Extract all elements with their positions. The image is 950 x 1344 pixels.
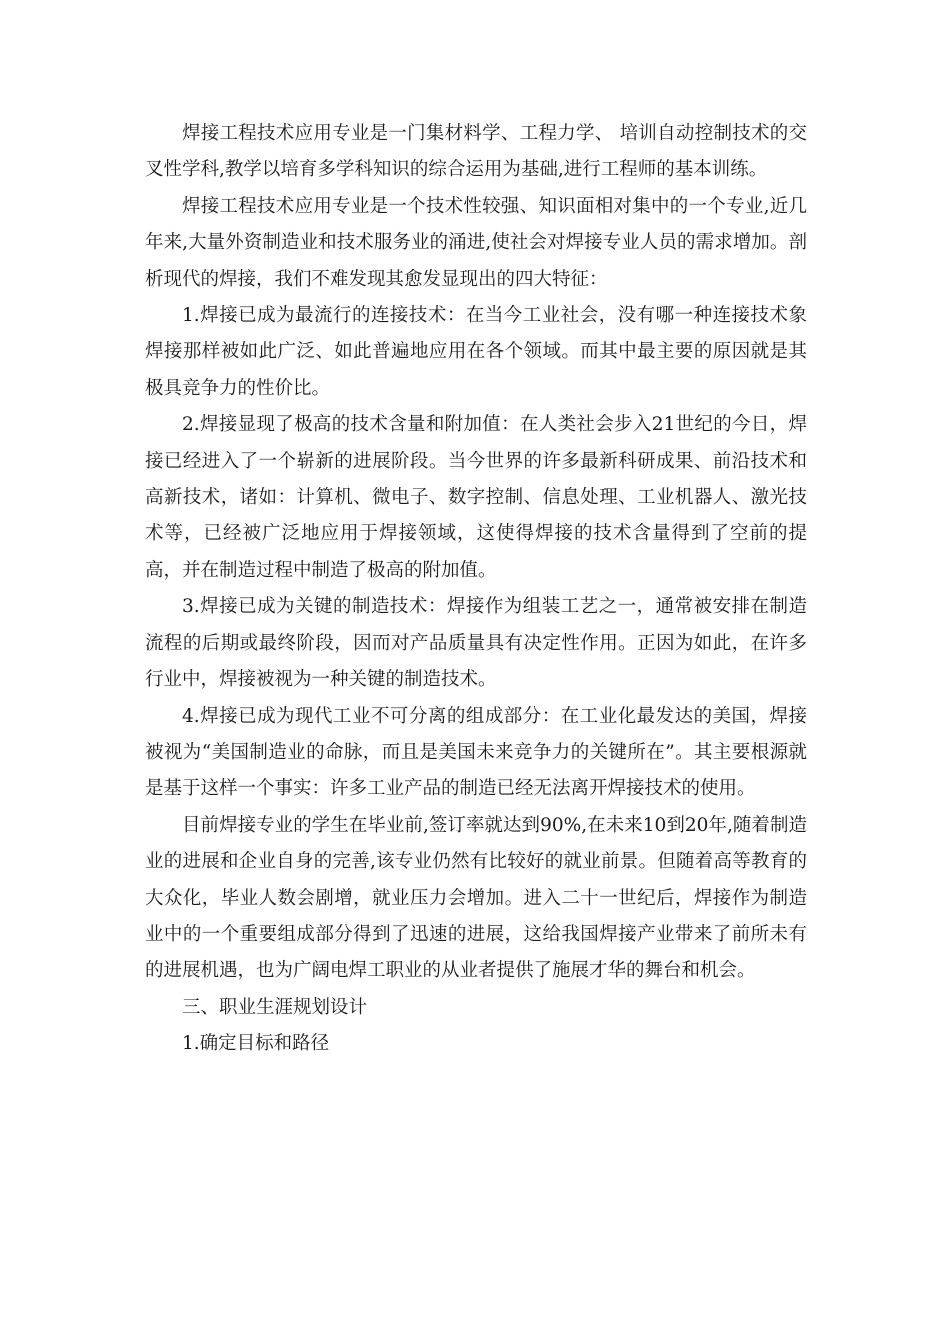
paragraph-intro: 焊接工程技术应用专业是一门集材料学、工程力学、 培训自动控制技术的交叉性学科,教学以培育多学科知识的综合运用为基础,进行工程师的基本训练。 [145,123,807,181]
paragraph-feature-3: 3.焊接已成为关键的制造技术：焊接作为组装工艺之一，通常被安排在制造流程的后期或最终阶段，因而对产品质量具有决定性作用。正因为如此，在许多行业中，焊接被视为一种关键的制造技术。 [145,596,807,691]
paragraph-feature-2: 2.焊接显现了极高的技术含量和附加值：在人类社会步入21世纪的今日，焊接已经进入了一个崭新的进展阶段。当今世界的许多最新科研成果、前沿技术和高新技术，诸如：计算机、微电子、数字控制、信息处理、工业机器人、激光技术等，已经被广泛地应用于焊接领域，这使得焊接的技术含量得到了空前的提高，并在制造过程中制造了极高的附加值。 [145,414,807,581]
document-body [145,116,807,1063]
section-heading: 三、职业生涯规划设计 [182,996,368,1018]
subsection-heading: 1.确定目标和路径 [182,1033,330,1055]
paragraph-employment: 目前焊接专业的学生在毕业前,签订率就达到90%,在未来10到20年,随着制造业的进展和企业自身的完善,该专业仍然有比较好的就业前景。但随着高等教育的大众化，毕业人数会剧增，就业压力会增加。进入二十一世纪后，焊接作为制造业中的一个重要组成部分得到了迅速的进展，这给我国焊接产业带来了前所未有的进展机遇，也为广阔电焊工职业的从业者提供了施展才华的舞台和机会。 [145,814,807,982]
paragraph-feature-4: 4.焊接已成为现代工业不可分离的组成部分：在工业化最发达的美国，焊接被视为“美国制造业的命脉，而且是美国未来竞争力的关键所在”。其主要根源就是基于这样一个事实：许多工业产品的制造已经无法离开焊接技术的使用。 [145,705,807,800]
paragraph-overview: 焊接工程技术应用专业是一个技术性较强、知识面相对集中的一个专业,近几年来,大量外资制造业和技术服务业的涌进,使社会对焊接专业人员的需求增加。剖析现代的焊接，我们不难发现其愈发显现出的四大特征： [145,195,807,290]
paragraph-feature-1: 1.焊接已成为最流行的连接技术：在当今工业社会，没有哪一种连接技术象焊接那样被如此广泛、如此普遍地应用在各个领域。而其中最主要的原因就是其极具竞争力的性价比。 [145,305,807,399]
